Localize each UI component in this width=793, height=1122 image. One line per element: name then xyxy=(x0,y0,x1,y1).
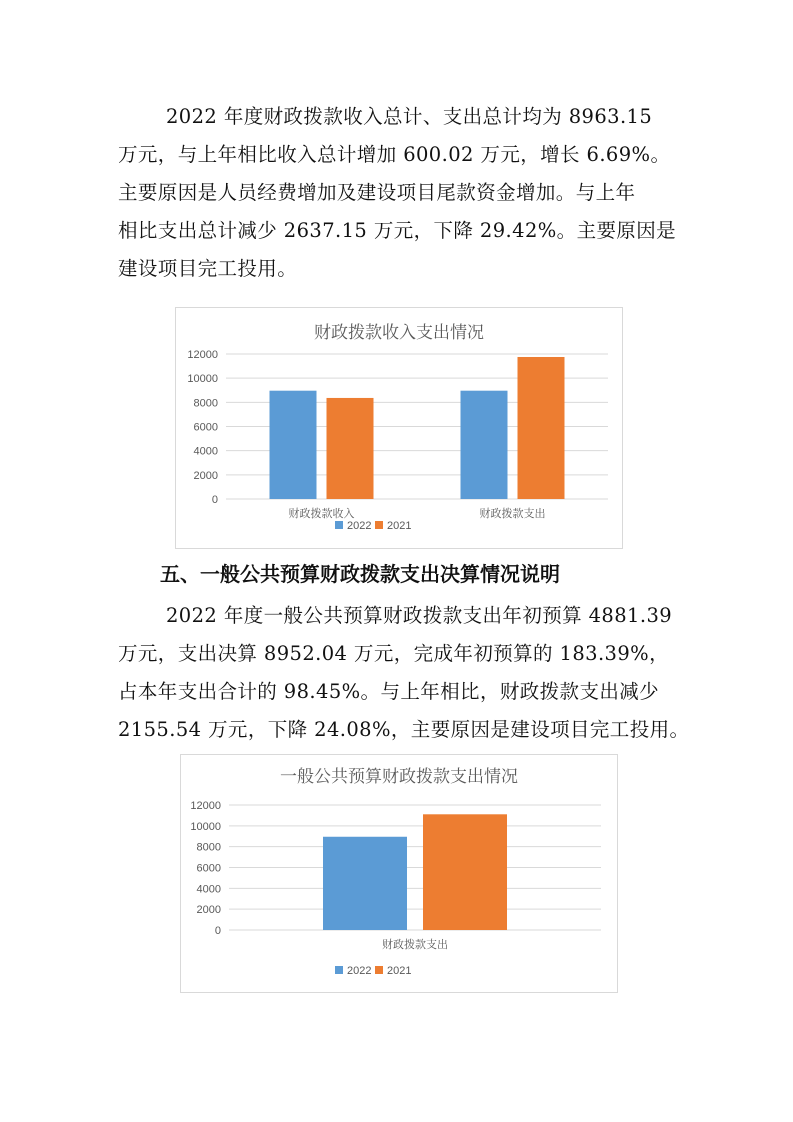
bar-2021 xyxy=(423,814,507,930)
section-heading: 五、一般公共预算财政拨款支出决算情况说明 xyxy=(160,562,560,586)
chart-title: 财政拨款收入支出情况 xyxy=(314,323,484,343)
bar-2021 xyxy=(327,398,374,499)
y-tick-label: 6000 xyxy=(193,421,218,434)
y-tick-label: 10000 xyxy=(190,820,221,833)
legend-swatch xyxy=(375,521,383,529)
y-tick-label: 0 xyxy=(211,494,218,506)
text-line: 相比支出总计减少 2637.15 万元，下降 29.42%。主要原因是 xyxy=(118,219,677,242)
bar-2022 xyxy=(270,391,317,499)
y-tick-label: 4000 xyxy=(196,883,221,896)
y-tick-label: 12000 xyxy=(190,800,221,812)
legend-label: 2021 xyxy=(387,520,412,532)
paragraph-general-budget xyxy=(118,597,690,749)
category-label: 财政拨款收入 xyxy=(288,507,355,520)
category-label: 财政拨款支出 xyxy=(382,938,448,951)
y-tick-label: 12000 xyxy=(187,349,218,361)
chart-title: 一般公共预算财政拨款支出情况 xyxy=(280,767,518,787)
chart-income-expense xyxy=(175,307,623,549)
y-tick-label: 2000 xyxy=(193,469,218,482)
legend-swatch xyxy=(375,966,383,974)
y-tick-label: 4000 xyxy=(193,445,218,458)
text-line: 建设项目完工投用。 xyxy=(118,257,298,280)
chart-general-budget xyxy=(180,754,618,993)
text-line: 主要原因是人员经费增加及建设项目尾款资金增加。与上年 xyxy=(118,181,636,204)
text-line: 2022 年度一般公共预算财政拨款支出年初预算 4881.39 xyxy=(166,604,673,627)
y-tick-label: 8000 xyxy=(196,841,221,854)
text-line: 2022 年度财政拨款收入总计、支出总计均为 8963.15 xyxy=(166,105,653,128)
text-line: 万元，支出决算 8952.04 万元，完成年初预算的 183.39%， xyxy=(118,642,669,665)
y-tick-label: 8000 xyxy=(193,397,218,410)
y-tick-label: 0 xyxy=(214,925,221,937)
text-line: 2155.54 万元，下降 24.08%，主要原因是建设项目完工投用。 xyxy=(118,718,690,741)
legend-label: 2022 xyxy=(347,520,372,532)
bar-2021 xyxy=(518,357,565,499)
legend-label: 2022 xyxy=(347,965,372,977)
y-tick-label: 6000 xyxy=(196,862,221,875)
legend-swatch xyxy=(335,521,343,529)
bar-2022 xyxy=(323,837,407,930)
text-line: 占本年支出合计的 98.45%。与上年相比，财政拨款支出减少 xyxy=(118,680,660,703)
paragraph-income-expense xyxy=(118,98,678,288)
y-tick-label: 2000 xyxy=(196,904,221,917)
bar-2022 xyxy=(461,391,508,499)
legend-swatch xyxy=(335,966,343,974)
chart-general-budget-svg xyxy=(181,755,617,992)
category-label: 财政拨款支出 xyxy=(479,507,546,520)
chart-income-expense-svg xyxy=(176,308,622,548)
text-line: 万元，与上年相比收入总计增加 600.02 万元，增长 6.69%。 xyxy=(118,143,671,166)
legend-label: 2021 xyxy=(387,965,412,977)
y-tick-label: 10000 xyxy=(187,373,218,386)
